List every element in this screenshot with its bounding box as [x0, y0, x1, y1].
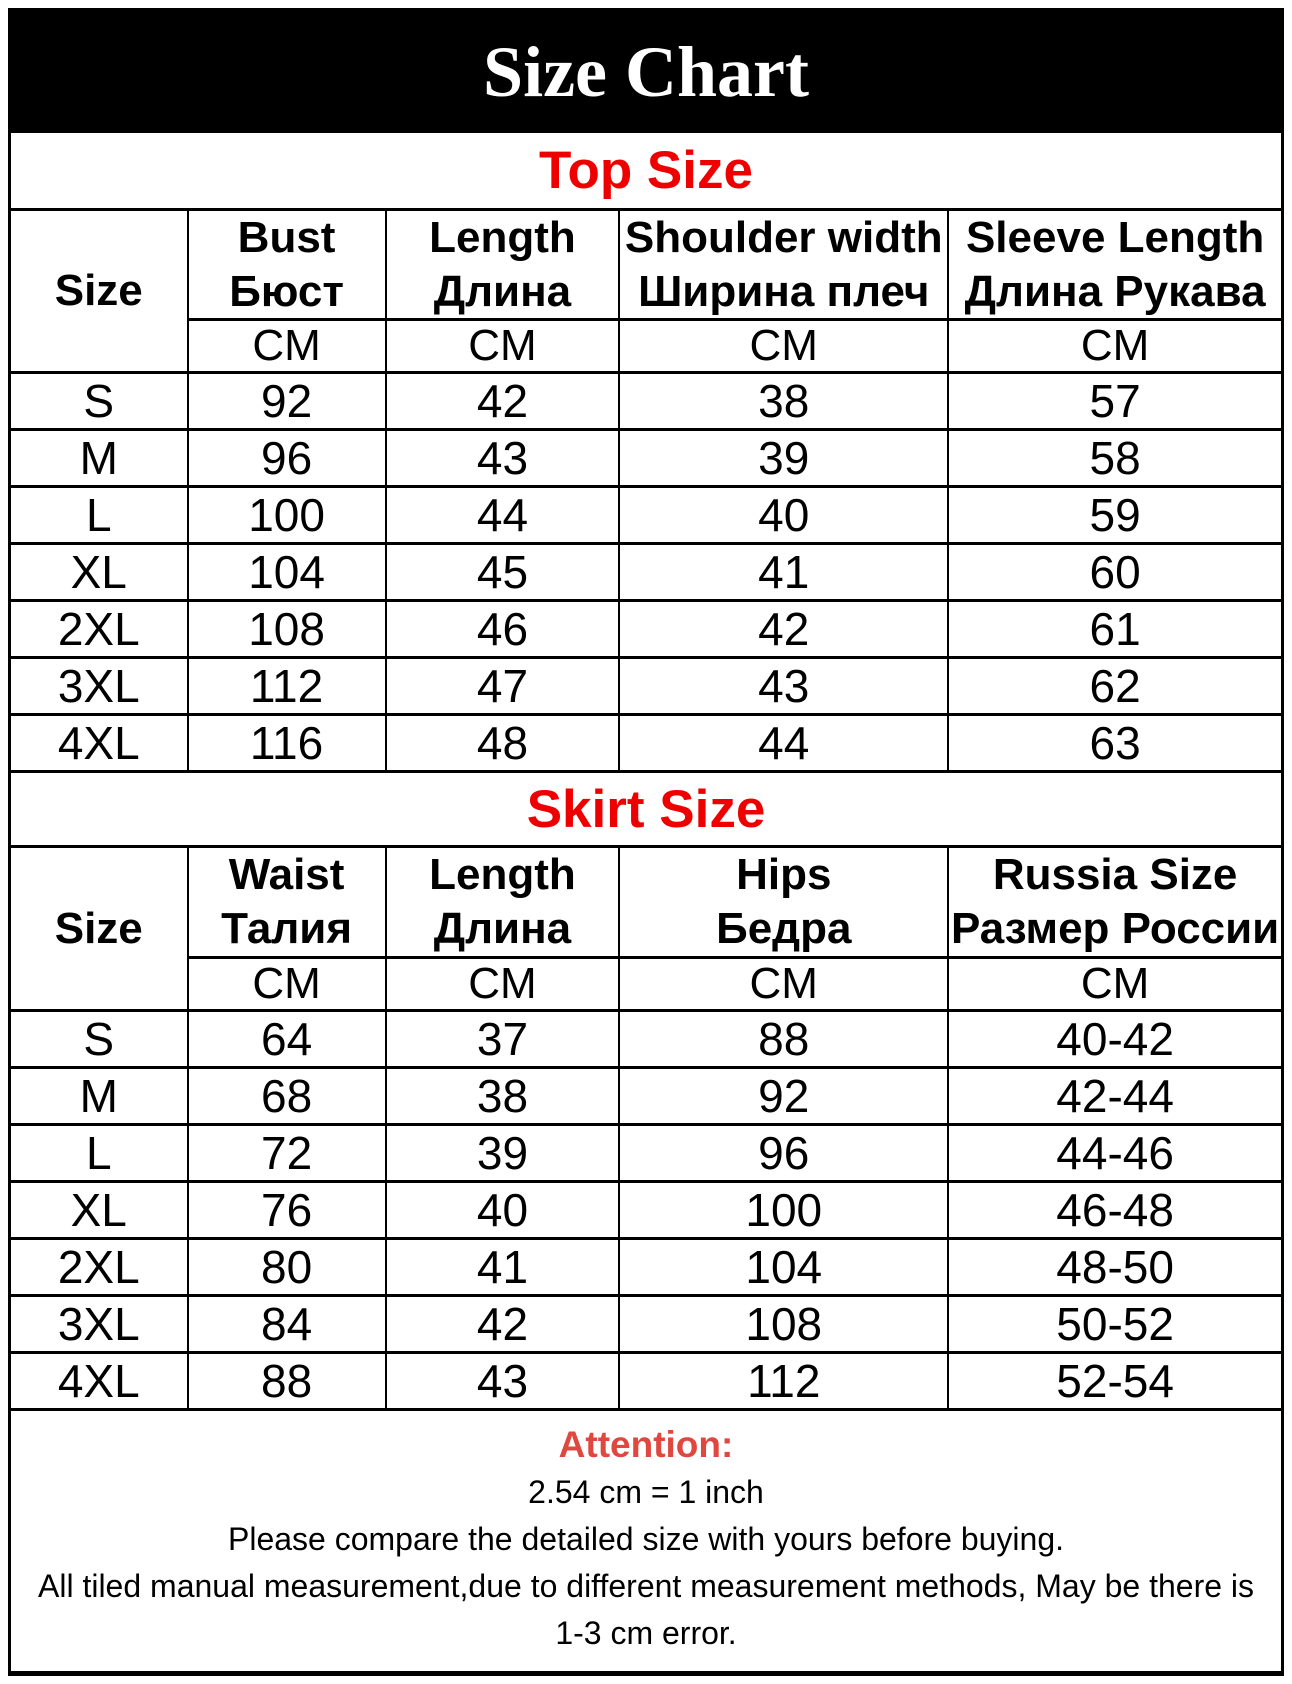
value-cell: 42 [386, 1295, 620, 1352]
value-cell: 116 [188, 715, 386, 771]
table-row [11, 601, 1281, 658]
column-header [948, 848, 1281, 957]
attention-line: Please compare the detailed size with yours before buying. [227, 1520, 1065, 1557]
value-cell: 68 [188, 1067, 386, 1124]
column-header [386, 211, 620, 320]
value-cell: 84 [188, 1295, 386, 1352]
value-cell: 76 [188, 1181, 386, 1238]
value-cell: 48 [386, 715, 620, 771]
column-header-en: Shoulder width [624, 213, 943, 262]
value-cell: 37 [386, 1010, 620, 1067]
skirt-size-table [11, 848, 1281, 1407]
value-cell: 63 [948, 715, 1281, 771]
value-cell: 38 [619, 373, 948, 430]
size-cell: 3XL [11, 658, 188, 715]
value-cell: 48-50 [948, 1238, 1281, 1295]
value-cell: 44 [619, 715, 948, 771]
value-cell: 92 [619, 1067, 948, 1124]
unit-cell: CM [948, 320, 1281, 373]
column-header-en: Hips [736, 850, 832, 900]
size-cell: M [11, 1067, 188, 1124]
value-cell: 59 [948, 487, 1281, 544]
size-cell: 3XL [11, 1295, 188, 1352]
table-header-row [11, 211, 1281, 320]
column-header [948, 211, 1281, 320]
table-row [11, 1181, 1281, 1238]
table-row [11, 658, 1281, 715]
size-cell: 2XL [11, 601, 188, 658]
value-cell: 61 [948, 601, 1281, 658]
value-cell: 100 [619, 1181, 948, 1238]
column-header-en: Length [429, 213, 576, 262]
attention-section [11, 1408, 1281, 1671]
unit-cell: CM [386, 320, 620, 373]
value-cell: 42 [386, 373, 620, 430]
value-cell: 88 [619, 1010, 948, 1067]
column-header [188, 211, 386, 320]
value-cell: 57 [948, 373, 1281, 430]
size-cell: XL [11, 544, 188, 601]
column-header-en: Waist [228, 850, 345, 900]
column-header-en: Bust [237, 213, 336, 262]
value-cell: 96 [619, 1124, 948, 1181]
value-cell: 108 [188, 601, 386, 658]
value-cell: 39 [386, 1124, 620, 1181]
table-row [11, 1295, 1281, 1352]
value-cell: 96 [188, 430, 386, 487]
value-cell: 104 [188, 544, 386, 601]
value-cell: 72 [188, 1124, 386, 1181]
banner [11, 11, 1281, 133]
value-cell: 41 [386, 1238, 620, 1295]
value-cell: 45 [386, 544, 620, 601]
size-cell: S [11, 1010, 188, 1067]
page-title: Size Chart [483, 32, 809, 112]
table-row [11, 1010, 1281, 1067]
table-row [11, 487, 1281, 544]
column-header [619, 848, 948, 957]
value-cell: 41 [619, 544, 948, 601]
attention-line: 1-3 cm error. [555, 1614, 737, 1651]
value-cell: 104 [619, 1238, 948, 1295]
size-column-header: Size [11, 211, 188, 373]
size-cell: S [11, 373, 188, 430]
size-column-header: Size [11, 848, 188, 1010]
size-cell: 4XL [11, 715, 188, 771]
column-header [386, 848, 620, 957]
value-cell: 92 [188, 373, 386, 430]
value-cell: 112 [619, 1352, 948, 1408]
value-cell: 44-46 [948, 1124, 1281, 1181]
size-cell: XL [11, 1181, 188, 1238]
value-cell: 60 [948, 544, 1281, 601]
size-cell: M [11, 430, 188, 487]
attention-line: 2.54 cm = 1 inch [528, 1473, 764, 1510]
value-cell: 52-54 [948, 1352, 1281, 1408]
value-cell: 80 [188, 1238, 386, 1295]
unit-cell: CM [188, 320, 386, 373]
column-header-ru: Ширина плеч [638, 266, 930, 316]
value-cell: 47 [386, 658, 620, 715]
table-row [11, 715, 1281, 771]
column-header-ru: Размер России [950, 904, 1280, 954]
unit-cell: CM [619, 957, 948, 1010]
size-cell: 4XL [11, 1352, 188, 1408]
value-cell: 43 [386, 1352, 620, 1408]
column-header [619, 211, 948, 320]
column-header-ru: Длина [433, 904, 572, 954]
value-cell: 88 [188, 1352, 386, 1408]
size-cell: 2XL [11, 1238, 188, 1295]
value-cell: 38 [386, 1067, 620, 1124]
column-header-en: Length [429, 850, 576, 900]
unit-cell: CM [386, 957, 620, 1010]
value-cell: 64 [188, 1010, 386, 1067]
unit-cell: CM [619, 320, 948, 373]
table-row [11, 1352, 1281, 1408]
column-header-ru: Длина Рукава [964, 266, 1266, 316]
column-header-ru: Бюст [229, 266, 344, 316]
value-cell: 43 [619, 658, 948, 715]
value-cell: 39 [619, 430, 948, 487]
column-header-ru: Длина [433, 266, 572, 316]
value-cell: 42-44 [948, 1067, 1281, 1124]
table-row [11, 1067, 1281, 1124]
unit-row [11, 320, 1281, 373]
attention-lines [19, 1469, 1273, 1657]
value-cell: 112 [188, 658, 386, 715]
column-header-ru: Талия [221, 904, 353, 954]
value-cell: 46-48 [948, 1181, 1281, 1238]
size-cell: L [11, 487, 188, 544]
table-row [11, 373, 1281, 430]
size-cell: L [11, 1124, 188, 1181]
section-title-skirt-size: Skirt Size [11, 770, 1281, 848]
column-header [188, 848, 386, 957]
value-cell: 62 [948, 658, 1281, 715]
table-row [11, 430, 1281, 487]
table-row [11, 1238, 1281, 1295]
value-cell: 40 [386, 1181, 620, 1238]
unit-row [11, 957, 1281, 1010]
unit-cell: CM [188, 957, 386, 1010]
attention-line: All tiled manual measurement,due to different measurement methods, May be there is [37, 1567, 1255, 1604]
value-cell: 42 [619, 601, 948, 658]
size-chart-frame [8, 8, 1284, 1676]
column-header-en: Sleeve Length [965, 213, 1265, 262]
value-cell: 108 [619, 1295, 948, 1352]
column-header-en: Russia Size [992, 850, 1238, 900]
value-cell: 46 [386, 601, 620, 658]
value-cell: 40-42 [948, 1010, 1281, 1067]
value-cell: 100 [188, 487, 386, 544]
unit-cell: CM [948, 957, 1281, 1010]
value-cell: 44 [386, 487, 620, 544]
table-row [11, 544, 1281, 601]
column-header-ru: Бедра [716, 904, 852, 954]
value-cell: 43 [386, 430, 620, 487]
value-cell: 50-52 [948, 1295, 1281, 1352]
value-cell: 40 [619, 487, 948, 544]
value-cell: 58 [948, 430, 1281, 487]
top-size-table [11, 211, 1281, 770]
attention-title: Attention: [558, 1423, 734, 1465]
section-title-top-size: Top Size [11, 133, 1281, 211]
table-row [11, 1124, 1281, 1181]
table-header-row [11, 848, 1281, 957]
